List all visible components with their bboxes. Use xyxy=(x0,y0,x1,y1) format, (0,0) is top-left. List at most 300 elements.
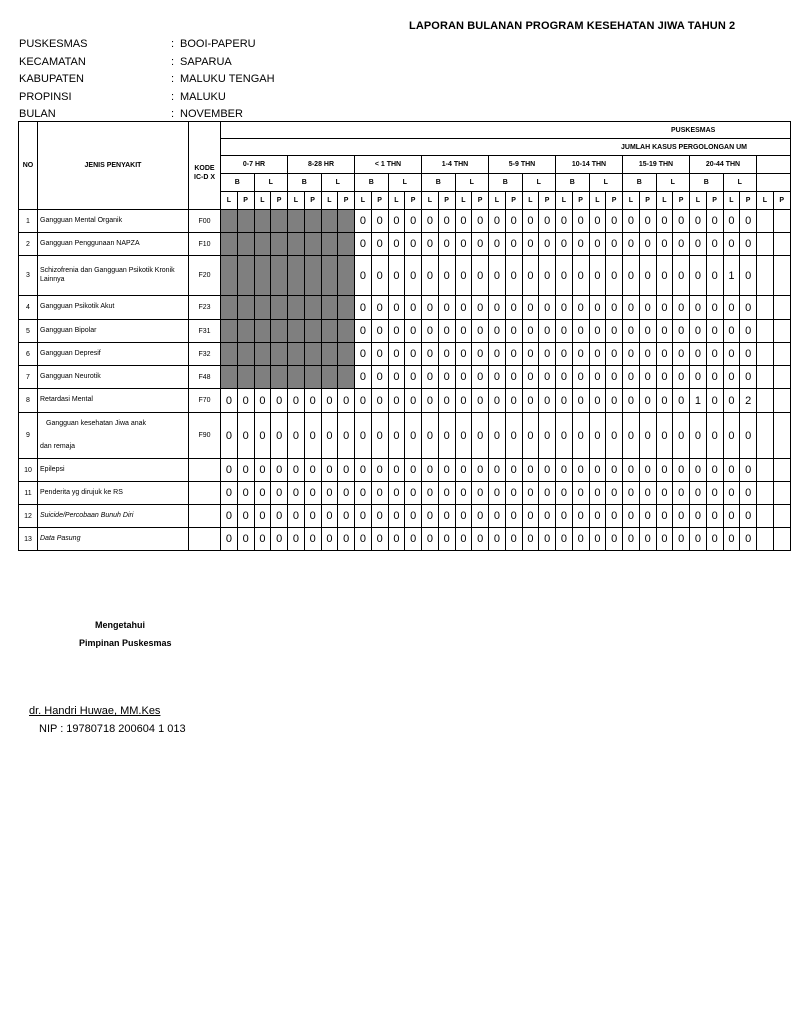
count-cell: 0 xyxy=(606,413,623,459)
row-icd-code xyxy=(189,505,221,528)
count-cell: 0 xyxy=(639,233,656,256)
count-cell: 0 xyxy=(321,505,338,528)
count-cell: 0 xyxy=(455,256,472,296)
row-disease-name xyxy=(38,413,189,459)
info-colon: : xyxy=(171,108,175,120)
disease-name-text: Epilepsi xyxy=(40,465,65,473)
count-cell: 0 xyxy=(556,296,573,320)
count-cell: 0 xyxy=(639,459,656,482)
count-cell: 0 xyxy=(371,482,388,505)
count-cell: 0 xyxy=(388,343,405,366)
shaded-cell xyxy=(321,296,338,320)
shaded-cell xyxy=(237,320,254,343)
count-cell: 0 xyxy=(321,528,338,551)
disease-name-text: Gangguan Penggunaan NAPZA xyxy=(40,239,140,247)
count-cell: 0 xyxy=(723,528,740,551)
count-cell: 0 xyxy=(723,210,740,233)
count-cell: 0 xyxy=(589,343,606,366)
shaded-cell xyxy=(338,320,355,343)
count-cell: 0 xyxy=(539,210,556,233)
count-cell: 0 xyxy=(405,505,422,528)
count-cell xyxy=(757,413,774,459)
count-cell: 0 xyxy=(589,413,606,459)
row-disease-name xyxy=(38,343,189,366)
count-cell: 0 xyxy=(539,389,556,413)
count-cell xyxy=(757,343,774,366)
count-cell: 0 xyxy=(589,256,606,296)
count-cell xyxy=(757,233,774,256)
count-cell: 0 xyxy=(221,505,238,528)
count-cell: 0 xyxy=(505,482,522,505)
b-header: B xyxy=(422,174,456,192)
sign-pimpinan: Pimpinan Puskesmas xyxy=(79,638,172,648)
count-cell: 0 xyxy=(639,210,656,233)
count-cell: 0 xyxy=(254,528,271,551)
age-group-header: 10-14 THN xyxy=(556,156,623,174)
count-cell: 0 xyxy=(656,233,673,256)
count-cell: 0 xyxy=(740,366,757,389)
shaded-cell xyxy=(254,343,271,366)
count-cell: 0 xyxy=(288,482,305,505)
count-cell: 0 xyxy=(606,505,623,528)
count-cell: 0 xyxy=(355,256,372,296)
count-cell: 0 xyxy=(288,528,305,551)
count-cell: 0 xyxy=(522,413,539,459)
count-cell: 0 xyxy=(656,459,673,482)
count-cell: 0 xyxy=(723,343,740,366)
row-number: 4 xyxy=(19,296,38,320)
count-cell: 0 xyxy=(237,413,254,459)
count-cell: 0 xyxy=(656,528,673,551)
count-cell: 0 xyxy=(304,389,321,413)
count-cell: 0 xyxy=(723,459,740,482)
l-header: L xyxy=(723,192,740,210)
p-header: P xyxy=(271,192,288,210)
l-header: L xyxy=(254,192,271,210)
count-cell: 0 xyxy=(221,459,238,482)
count-cell: 0 xyxy=(489,505,506,528)
row-disease-name xyxy=(38,528,189,551)
count-cell: 0 xyxy=(438,482,455,505)
info-label: BULAN xyxy=(19,108,56,120)
count-cell: 0 xyxy=(455,233,472,256)
count-cell: 0 xyxy=(639,389,656,413)
count-cell: 0 xyxy=(371,343,388,366)
count-cell: 0 xyxy=(690,343,707,366)
shaded-cell xyxy=(321,210,338,233)
count-cell: 0 xyxy=(371,366,388,389)
count-cell xyxy=(773,366,790,389)
count-cell: 0 xyxy=(673,413,690,459)
count-cell: 0 xyxy=(237,389,254,413)
info-label: KABUPATEN xyxy=(19,73,84,85)
count-cell: 0 xyxy=(388,528,405,551)
section-header: PUSKESMAS xyxy=(221,122,791,139)
count-cell: 0 xyxy=(338,528,355,551)
count-cell: 0 xyxy=(673,233,690,256)
shaded-cell xyxy=(254,296,271,320)
p-header: P xyxy=(505,192,522,210)
count-cell: 0 xyxy=(288,459,305,482)
count-cell: 0 xyxy=(556,528,573,551)
count-cell: 0 xyxy=(539,459,556,482)
l-header: L xyxy=(522,192,539,210)
count-cell: 0 xyxy=(589,320,606,343)
count-cell: 0 xyxy=(489,528,506,551)
p-header: P xyxy=(639,192,656,210)
count-cell: 0 xyxy=(338,505,355,528)
count-cell: 0 xyxy=(405,233,422,256)
count-cell: 0 xyxy=(656,343,673,366)
shaded-cell xyxy=(237,296,254,320)
count-cell: 0 xyxy=(740,233,757,256)
count-cell: 0 xyxy=(706,343,723,366)
count-cell: 0 xyxy=(589,233,606,256)
col-kode-header: KODE xyxy=(189,122,221,174)
table-row xyxy=(19,413,791,459)
count-cell: 0 xyxy=(405,256,422,296)
count-cell: 0 xyxy=(455,366,472,389)
count-cell: 0 xyxy=(355,413,372,459)
b-header: B xyxy=(288,174,322,192)
count-cell: 0 xyxy=(656,505,673,528)
count-cell: 0 xyxy=(723,233,740,256)
count-cell: 0 xyxy=(572,528,589,551)
count-cell: 0 xyxy=(489,343,506,366)
count-cell: 0 xyxy=(304,413,321,459)
count-cell: 0 xyxy=(740,482,757,505)
row-number: 11 xyxy=(19,482,38,505)
count-cell: 0 xyxy=(388,389,405,413)
shaded-cell xyxy=(271,256,288,296)
count-cell: 0 xyxy=(690,413,707,459)
shaded-cell xyxy=(338,296,355,320)
count-cell: 0 xyxy=(221,528,238,551)
count-cell: 0 xyxy=(639,413,656,459)
row-number: 9 xyxy=(19,413,38,459)
count-cell: 0 xyxy=(740,256,757,296)
count-cell xyxy=(757,389,774,413)
row-number: 5 xyxy=(19,320,38,343)
count-cell: 0 xyxy=(455,413,472,459)
count-cell: 0 xyxy=(321,389,338,413)
count-cell: 0 xyxy=(706,366,723,389)
count-cell: 0 xyxy=(422,296,439,320)
row-icd-code xyxy=(189,482,221,505)
count-cell: 0 xyxy=(690,505,707,528)
header-row-section xyxy=(19,122,791,139)
count-cell: 0 xyxy=(706,528,723,551)
count-cell: 0 xyxy=(388,366,405,389)
count-cell: 0 xyxy=(690,482,707,505)
l-header: L xyxy=(455,174,489,192)
count-cell: 0 xyxy=(422,459,439,482)
count-cell: 0 xyxy=(639,343,656,366)
shaded-cell xyxy=(254,256,271,296)
row-number: 10 xyxy=(19,459,38,482)
p-header: P xyxy=(237,192,254,210)
row-icd-code: F00 xyxy=(189,210,221,233)
count-cell: 0 xyxy=(656,210,673,233)
count-cell: 0 xyxy=(288,389,305,413)
count-cell: 0 xyxy=(355,343,372,366)
info-label: PROPINSI xyxy=(19,90,72,103)
count-cell xyxy=(773,210,790,233)
l-header: L xyxy=(522,174,556,192)
count-cell: 0 xyxy=(639,296,656,320)
count-cell: 0 xyxy=(455,389,472,413)
count-cell: 0 xyxy=(355,505,372,528)
age-group-header: < 1 THN xyxy=(355,156,422,174)
l-header: L xyxy=(422,192,439,210)
count-cell: 0 xyxy=(321,482,338,505)
count-cell: 0 xyxy=(673,210,690,233)
count-cell: 0 xyxy=(304,482,321,505)
row-icd-code xyxy=(189,459,221,482)
count-cell: 0 xyxy=(489,389,506,413)
count-cell: 0 xyxy=(556,505,573,528)
count-cell: 0 xyxy=(455,210,472,233)
count-cell: 0 xyxy=(606,482,623,505)
count-cell: 0 xyxy=(254,413,271,459)
count-cell xyxy=(773,343,790,366)
count-cell: 0 xyxy=(405,210,422,233)
row-number: 2 xyxy=(19,233,38,256)
count-cell: 0 xyxy=(455,296,472,320)
shaded-cell xyxy=(321,233,338,256)
count-cell: 0 xyxy=(221,389,238,413)
count-cell: 0 xyxy=(422,256,439,296)
disease-name-text: Gangguan Psikotik Akut xyxy=(40,303,115,311)
count-cell: 0 xyxy=(556,366,573,389)
count-cell: 0 xyxy=(472,482,489,505)
shaded-cell xyxy=(321,366,338,389)
count-cell xyxy=(757,320,774,343)
count-cell: 0 xyxy=(489,366,506,389)
l-header: L xyxy=(656,192,673,210)
count-cell: 0 xyxy=(673,256,690,296)
count-cell: 0 xyxy=(472,343,489,366)
count-cell: 0 xyxy=(522,389,539,413)
info-value: NOVEMBER xyxy=(180,108,243,120)
count-cell: 0 xyxy=(271,528,288,551)
row-disease-name xyxy=(38,389,189,413)
count-cell: 0 xyxy=(623,320,640,343)
shaded-cell xyxy=(304,343,321,366)
p-header: P xyxy=(606,192,623,210)
count-cell: 0 xyxy=(422,528,439,551)
count-cell: 0 xyxy=(606,210,623,233)
count-cell: 0 xyxy=(489,296,506,320)
count-cell: 0 xyxy=(639,528,656,551)
count-cell: 0 xyxy=(522,256,539,296)
shaded-cell xyxy=(338,256,355,296)
count-cell: 0 xyxy=(505,413,522,459)
count-cell: 0 xyxy=(388,413,405,459)
count-cell: 0 xyxy=(237,528,254,551)
count-cell: 0 xyxy=(438,528,455,551)
shaded-cell xyxy=(304,210,321,233)
shaded-cell xyxy=(254,210,271,233)
l-header: L xyxy=(589,192,606,210)
count-cell: 0 xyxy=(271,389,288,413)
count-cell: 0 xyxy=(706,210,723,233)
count-cell: 0 xyxy=(539,233,556,256)
count-cell: 2 xyxy=(740,389,757,413)
count-cell: 0 xyxy=(690,528,707,551)
count-cell: 0 xyxy=(723,320,740,343)
l-header: L xyxy=(656,174,690,192)
age-group-header: 0-7 HR xyxy=(221,156,288,174)
count-cell: 0 xyxy=(405,366,422,389)
count-cell: 0 xyxy=(556,482,573,505)
count-cell xyxy=(757,366,774,389)
shaded-cell xyxy=(304,233,321,256)
count-cell: 0 xyxy=(371,233,388,256)
p-header: P xyxy=(438,192,455,210)
count-cell: 0 xyxy=(522,296,539,320)
count-cell: 0 xyxy=(706,320,723,343)
count-cell xyxy=(773,320,790,343)
count-cell: 0 xyxy=(489,233,506,256)
count-cell: 0 xyxy=(254,459,271,482)
count-cell: 0 xyxy=(472,256,489,296)
info-value: SAPARUA xyxy=(180,55,232,68)
count-cell: 0 xyxy=(355,482,372,505)
count-cell xyxy=(773,413,790,459)
shaded-cell xyxy=(271,233,288,256)
count-cell: 0 xyxy=(740,343,757,366)
count-cell: 0 xyxy=(606,256,623,296)
l-header: L xyxy=(321,192,338,210)
shaded-cell xyxy=(237,343,254,366)
count-cell: 0 xyxy=(288,413,305,459)
shaded-cell xyxy=(304,320,321,343)
count-cell: 0 xyxy=(623,296,640,320)
count-cell: 0 xyxy=(355,459,372,482)
count-cell: 0 xyxy=(572,505,589,528)
l-header: L xyxy=(690,192,707,210)
count-cell: 0 xyxy=(556,233,573,256)
subsection-header: JUMLAH KASUS PERGOLONGAN UM xyxy=(221,139,791,156)
count-cell xyxy=(773,528,790,551)
count-cell: 0 xyxy=(455,505,472,528)
count-cell: 0 xyxy=(656,256,673,296)
count-cell: 0 xyxy=(489,482,506,505)
count-cell: 0 xyxy=(589,505,606,528)
count-cell: 0 xyxy=(338,389,355,413)
count-cell: 0 xyxy=(338,482,355,505)
info-colon: : xyxy=(171,90,175,103)
count-cell: 0 xyxy=(623,413,640,459)
info-value: MALUKU xyxy=(180,90,226,103)
count-cell: 0 xyxy=(338,459,355,482)
table-row xyxy=(19,320,791,343)
count-cell: 0 xyxy=(539,528,556,551)
count-cell: 0 xyxy=(422,343,439,366)
row-number: 7 xyxy=(19,366,38,389)
row-number: 3 xyxy=(19,256,38,296)
count-cell: 0 xyxy=(539,413,556,459)
shaded-cell xyxy=(221,343,238,366)
row-disease-name xyxy=(38,320,189,343)
count-cell: 0 xyxy=(237,505,254,528)
count-cell: 0 xyxy=(321,413,338,459)
l-header: L xyxy=(221,192,238,210)
p-header: P xyxy=(572,192,589,210)
count-cell: 0 xyxy=(388,210,405,233)
count-cell: 0 xyxy=(589,296,606,320)
disease-name-text: Gangguan Depresif xyxy=(40,349,101,357)
shaded-cell xyxy=(221,296,238,320)
age-group-header: 15-19 THN xyxy=(623,156,690,174)
count-cell: 0 xyxy=(455,528,472,551)
count-cell: 0 xyxy=(371,320,388,343)
count-cell: 0 xyxy=(422,366,439,389)
col-no-header: NO xyxy=(19,122,38,210)
l-header: L xyxy=(455,192,472,210)
count-cell: 0 xyxy=(556,389,573,413)
count-cell: 0 xyxy=(355,389,372,413)
count-cell: 0 xyxy=(422,389,439,413)
table-row xyxy=(19,482,791,505)
count-cell: 1 xyxy=(723,256,740,296)
count-cell: 0 xyxy=(371,459,388,482)
row-number: 8 xyxy=(19,389,38,413)
count-cell: 0 xyxy=(539,343,556,366)
table-row xyxy=(19,505,791,528)
count-cell: 0 xyxy=(623,343,640,366)
count-cell: 0 xyxy=(656,366,673,389)
count-cell: 0 xyxy=(706,389,723,413)
count-cell: 0 xyxy=(572,256,589,296)
count-cell: 0 xyxy=(740,413,757,459)
count-cell: 0 xyxy=(539,296,556,320)
count-cell: 0 xyxy=(673,505,690,528)
count-cell: 0 xyxy=(422,482,439,505)
count-cell: 0 xyxy=(438,320,455,343)
row-icd-code xyxy=(189,528,221,551)
row-disease-name xyxy=(38,459,189,482)
shaded-cell xyxy=(288,366,305,389)
count-cell: 0 xyxy=(656,482,673,505)
count-cell: 0 xyxy=(505,296,522,320)
count-cell xyxy=(757,505,774,528)
row-disease-name xyxy=(38,366,189,389)
count-cell: 0 xyxy=(438,389,455,413)
count-cell: 0 xyxy=(388,233,405,256)
info-value: BOOI-PAPERU xyxy=(180,38,256,50)
shaded-cell xyxy=(321,256,338,296)
count-cell: 0 xyxy=(388,320,405,343)
count-cell: 0 xyxy=(388,482,405,505)
count-cell: 0 xyxy=(489,210,506,233)
count-cell: 0 xyxy=(455,320,472,343)
b-header: B xyxy=(623,174,657,192)
row-icd-code: F23 xyxy=(189,296,221,320)
count-cell: 0 xyxy=(673,482,690,505)
shaded-cell xyxy=(304,366,321,389)
disease-name-text: Data Pasung xyxy=(40,534,81,542)
count-cell: 0 xyxy=(304,528,321,551)
l-header: L xyxy=(388,174,422,192)
disease-name-text: Gangguan Neurotik xyxy=(40,372,101,380)
count-cell: 0 xyxy=(371,505,388,528)
shaded-cell xyxy=(237,256,254,296)
disease-name-text: Gangguan kesehatan Jiwa anak xyxy=(46,419,147,427)
shaded-cell xyxy=(237,233,254,256)
count-cell: 0 xyxy=(455,343,472,366)
